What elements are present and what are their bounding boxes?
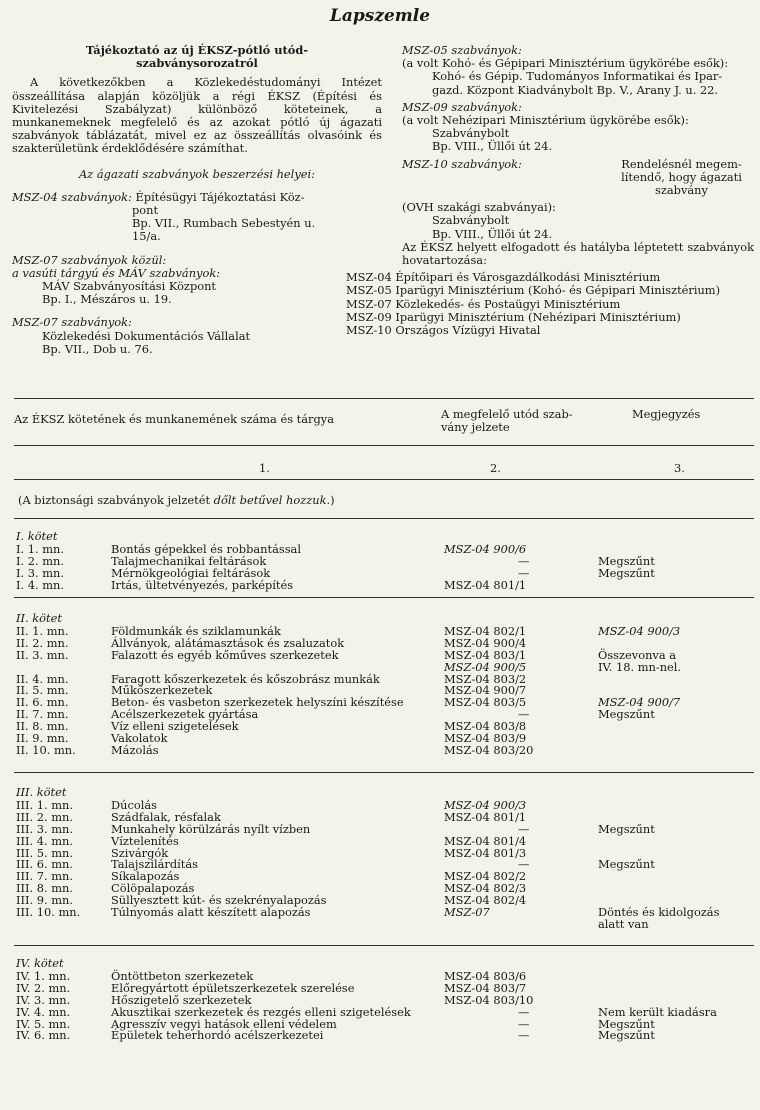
- row-remark: alatt van: [598, 916, 649, 931]
- row-standard: MSZ-04 900/4: [444, 635, 527, 650]
- row-number: II. 8. mn.: [16, 719, 69, 734]
- table-row: [14, 823, 754, 835]
- row-number: IV. 1. mn.: [16, 969, 71, 983]
- row-number: II. 1. mn.: [16, 624, 69, 638]
- row-number: IV. 3. mn.: [16, 992, 71, 1007]
- row-subject: Munkahely körülzárás nyílt vízben: [111, 821, 311, 836]
- row-number: IV. 4. mn.: [16, 1004, 71, 1019]
- row-standard: MSZ-04 900/6: [444, 542, 527, 556]
- row-subject: Süllyesztett kút- és szekrényalapozás: [111, 893, 327, 908]
- row-subject: Víz elleni szigetelések: [111, 719, 239, 734]
- row-standard: MSZ-04 801/4: [444, 833, 527, 848]
- row-number: II. 4. mn.: [16, 671, 69, 686]
- row-standard: MSZ-04 803/5: [444, 695, 527, 710]
- row-standard: MSZ-04 803/8: [444, 719, 527, 734]
- row-remark: MSZ-04 900/3: [598, 624, 681, 638]
- row-standard: MSZ-04 803/9: [444, 731, 527, 746]
- row-number: III. 1. mn.: [16, 798, 73, 812]
- volume-1: [14, 530, 754, 591]
- row-remark: Megszűnt: [598, 553, 655, 568]
- col1-num: 1.: [259, 461, 270, 475]
- table-row: [14, 1029, 754, 1041]
- row-standard: MSZ-04 801/3: [444, 845, 527, 860]
- row-standard: —: [518, 1028, 530, 1043]
- left-column: [12, 44, 382, 356]
- row-subject: Szivárgók: [111, 845, 169, 860]
- assign-item: MSZ-04 Építőipari és Városgazdálkodási Minisztérium: [346, 270, 661, 285]
- row-remark: Döntés és kidolgozás: [598, 905, 720, 920]
- row-number: III. 2. mn.: [16, 809, 73, 824]
- table-row: [14, 982, 754, 994]
- volume-rule: [14, 772, 754, 773]
- row-subject: Beton- és vasbeton szerkezetek helyszíni készítése: [111, 695, 404, 710]
- table-row: [14, 555, 754, 567]
- row-number: III. 8. mn.: [16, 881, 73, 896]
- row-remark: Nem került kiadásra: [598, 1004, 717, 1019]
- italic-note: (A biztonsági szabványok jelzetét dőlt betűvel hozzuk.): [18, 493, 335, 507]
- row-number: I. 2. mn.: [16, 553, 64, 568]
- row-subject: Talajszilárdítás: [111, 857, 198, 872]
- volume-title: I. kötet: [16, 529, 58, 543]
- place-ovh: (OVH szakági szabványai): Szabványbolt Bp. VIII., Üllői út 24.: [402, 200, 556, 241]
- row-standard: MSZ-04 803/20: [444, 742, 534, 757]
- table-row: [14, 744, 754, 756]
- assign-item: MSZ-10 Országos Vízügyi Hivatal: [346, 323, 541, 338]
- row-subject: Cölöpalapozás: [111, 881, 195, 896]
- row-subject: Előregyártott épületszerkezetek szerelése: [111, 980, 355, 995]
- row-standard: MSZ-04 803/2: [444, 671, 527, 686]
- row-standard: MSZ-04 802/3: [444, 881, 527, 896]
- row-number: I. 3. mn.: [16, 565, 64, 580]
- volume-rule: [14, 945, 754, 946]
- row-number: I. 4. mn.: [16, 577, 64, 592]
- row-number: III. 9. mn.: [16, 893, 73, 908]
- place-msz09: MSZ-09 szabványok: (a volt Nehézipari Minisztérium ügykörébe esők): Szabványbolt Bp. VIII., Üllői út 24.: [402, 99, 689, 154]
- volume-title: II. kötet: [16, 611, 62, 625]
- header-rule: [14, 445, 754, 446]
- row-subject: Mérnökgeológiai feltárások: [111, 565, 271, 580]
- row-remark: Megszűnt: [598, 1016, 655, 1031]
- right-column: [346, 43, 754, 338]
- row-subject: Műkőszerkezetek: [111, 683, 213, 698]
- row-number: III. 3. mn.: [16, 821, 73, 836]
- row-subject: Víztelenítés: [111, 833, 179, 848]
- row-remark: Megszűnt: [598, 857, 655, 872]
- volume-rule: [14, 597, 754, 598]
- volume-2: [14, 612, 754, 756]
- intro-paragraph: A következőkben a Közlekedéstudományi Intézet összeállítása alapján közöljük a régi ÉKSZ (Építési és Kivitelezési Szabályzat) különböző köteteinek, a munkanemeknek megfelelő és az azokat pótló új ágazati szabványok táblázatát, mivel ez az összeállítás olvasóink és szakterületünk érdeklődésére számíthat.: [12, 75, 382, 156]
- table-row: [14, 918, 754, 930]
- row-number: II. 9. mn.: [16, 731, 69, 746]
- row-number: II. 2. mn.: [16, 635, 69, 650]
- place-msz10: MSZ-10 szabványok: Rendelésnél megem- lítendő, hogy ágazati szabvány: [402, 156, 742, 198]
- row-subject: Mázolás: [111, 742, 159, 757]
- col2-num: 2.: [490, 461, 501, 475]
- row-subject: Irtás, ültetvényezés, parképítés: [111, 577, 294, 592]
- row-remark: Megszűnt: [598, 565, 655, 580]
- assign-item: MSZ-05 Iparügyi Minisztérium (Kohó- és Gépipari Minisztérium): [346, 283, 721, 298]
- row-subject: Acélszerkezetek gyártása: [111, 707, 259, 722]
- row-subject: Szádfalak, résfalak: [111, 809, 221, 824]
- row-standard: —: [518, 707, 530, 722]
- numbers-rule: [14, 479, 754, 480]
- places-title: Az ágazati szabványok beszerzési helyei:: [79, 166, 315, 181]
- table-top-rule: [14, 398, 754, 399]
- volume-title: III. kötet: [16, 785, 67, 799]
- row-standard: MSZ-04 900/7: [444, 683, 527, 698]
- row-number: III. 7. mn.: [16, 869, 73, 884]
- row-standard: MSZ-04 803/7: [444, 980, 527, 995]
- row-standard: MSZ-04 803/1: [444, 647, 527, 662]
- row-standard: —: [518, 1016, 530, 1031]
- row-subject: Dúcolás: [111, 798, 157, 812]
- row-standard: MSZ-04 900/5: [444, 659, 527, 674]
- table-row: [14, 1006, 754, 1018]
- row-number: III. 10. mn.: [16, 905, 81, 920]
- row-number: III. 4. mn.: [16, 833, 73, 848]
- place-msz05: MSZ-05 szabványok: (a volt Kohó- és Gépipari Minisztérium ügykörébe esők): Kohó- és Gépip. Tudományos Informatikai és Ipar- gazd. Központ Kiadványbolt Bp. V., Arany J. u. 22.: [402, 43, 729, 97]
- row-number: II. 7. mn.: [16, 707, 69, 722]
- row-subject: Bontás gépekkel és robbantással: [111, 542, 301, 556]
- row-subject: Agresszív vegyi hatások elleni védelem: [111, 1016, 337, 1031]
- row-remark: Megszűnt: [598, 821, 655, 836]
- row-number: II. 6. mn.: [16, 695, 69, 710]
- row-standard: —: [518, 1004, 530, 1019]
- row-standard: MSZ-04 803/6: [444, 969, 527, 983]
- assign-list: [346, 270, 754, 338]
- row-number: III. 5. mn.: [16, 845, 73, 860]
- place-msz04: MSZ-04 szabványok: Építésügyi Tájékoztatási Köz- pont Bp. VII., Rumbach Sebestyén u. 15/a.: [12, 189, 316, 244]
- volume-4: [14, 957, 754, 1041]
- row-subject: Hőszigetelő szerkezetek: [111, 992, 252, 1007]
- row-subject: Földmunkák és sziklamunkák: [111, 624, 281, 638]
- table-row: [14, 811, 754, 823]
- row-number: IV. 6. mn.: [16, 1028, 71, 1043]
- row-subject: Faragott kőszerkezetek és kőszobrász munkák: [111, 671, 380, 686]
- article-heading: Tájékoztató az új ÉKSZ-pótló utód- szabványsorozatról: [85, 43, 309, 71]
- row-standard: MSZ-04 803/10: [444, 992, 534, 1007]
- table-row: [14, 994, 754, 1006]
- row-subject: Öntöttbeton szerkezetek: [111, 969, 254, 983]
- table-row: [14, 835, 754, 847]
- page-title: Lapszemle: [329, 6, 431, 26]
- row-standard: MSZ-04 801/1: [444, 577, 527, 592]
- table-row: [14, 567, 754, 579]
- row-number: IV. 2. mn.: [16, 980, 71, 995]
- row-subject: Túlnyomás alatt készített alapozás: [111, 905, 311, 920]
- row-standard: MSZ-04 900/3: [444, 798, 527, 812]
- row-number: IV. 5. mn.: [16, 1016, 71, 1031]
- row-remark: IV. 18. mn-nel.: [598, 659, 682, 674]
- col3-head: Megjegyzés: [632, 407, 701, 421]
- row-standard: MSZ-04 802/1: [444, 624, 527, 638]
- row-remark: MSZ-04 900/7: [598, 695, 681, 710]
- assign-text: Az ÉKSZ helyett elfogadott és hatályba léptetett szabványok hovatartozása:: [402, 239, 754, 268]
- assign-item: MSZ-07 Közlekedés- és Postaügyi Minisztérium: [346, 296, 621, 311]
- row-subject: Síkalapozás: [111, 869, 180, 884]
- row-standard: MSZ-04 801/1: [444, 809, 527, 824]
- row-standard: —: [518, 565, 530, 580]
- row-subject: Akusztikai szerkezetek és rezgés elleni szigetelések: [111, 1004, 411, 1019]
- row-subject: Épületek teherhordó acélszerkezetei: [111, 1028, 324, 1043]
- place-msz07: MSZ-07 szabványok: Közlekedési Dokumentációs Vállalat Bp. VII., Dob u. 76.: [12, 315, 251, 356]
- row-remark: Összevonva a: [598, 647, 677, 662]
- col2-head: A megfelelő utód szab- vány jelzete: [441, 407, 573, 434]
- row-subject: Állványok, alátámasztások és zsaluzatok: [111, 635, 345, 650]
- row-remark: Megszűnt: [598, 1028, 655, 1043]
- table-row: [14, 649, 754, 661]
- row-number: III. 6. mn.: [16, 857, 73, 872]
- row-subject: Vakolatok: [111, 731, 168, 746]
- row-subject: Falazott és egyéb kőműves szerkezetek: [111, 647, 339, 662]
- row-standard: —: [518, 857, 530, 872]
- row-number: I. 1. mn.: [16, 542, 64, 556]
- row-number: II. 5. mn.: [16, 683, 69, 698]
- row-standard: MSZ-04 802/2: [444, 869, 527, 884]
- row-number: II. 10. mn.: [16, 742, 76, 757]
- row-standard: —: [518, 553, 530, 568]
- note-rule: [14, 518, 754, 519]
- table-row: [14, 579, 754, 591]
- assign-item: MSZ-09 Iparügyi Minisztérium (Nehézipari Minisztérium): [346, 309, 681, 324]
- table-row: [14, 637, 754, 649]
- volume-3: [14, 786, 754, 930]
- row-subject: Talajmechanikai feltárások: [111, 553, 267, 568]
- row-remark: Megszűnt: [598, 707, 655, 722]
- place-msz07-mav: MSZ-07 szabványok közül: a vasúti tárgyú és MÁV szabványok: MÁV Szabványosítási Központ Bp. I., Mészáros u. 19.: [12, 252, 221, 307]
- row-standard: MSZ-07: [444, 905, 490, 920]
- row-standard: MSZ-04 802/4: [444, 893, 527, 908]
- row-number: II. 3. mn.: [16, 647, 69, 662]
- col3-num: 3.: [674, 461, 685, 475]
- col1-head: Az ÉKSZ kötetének és munkanemének száma és tárgya: [14, 412, 334, 426]
- volume-title: IV. kötet: [16, 956, 64, 970]
- row-standard: —: [518, 821, 530, 836]
- table-row: [14, 661, 754, 673]
